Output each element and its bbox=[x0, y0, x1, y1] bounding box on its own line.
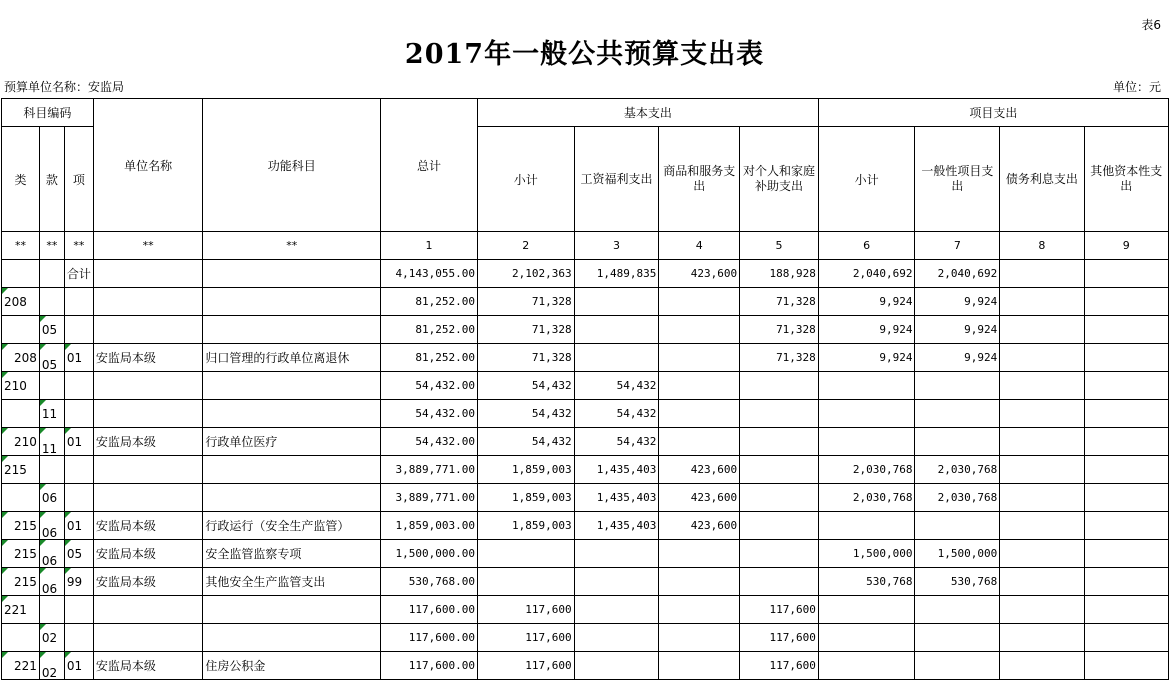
cell-unit-name bbox=[93, 456, 203, 484]
table-row bbox=[2, 652, 1169, 680]
cell-debt-interest bbox=[1000, 624, 1084, 652]
cell-lei: 210 bbox=[2, 428, 40, 456]
cell-basic-subtotal: 117,600 bbox=[477, 624, 574, 652]
cell-basic-subtotal: 54,432 bbox=[477, 428, 574, 456]
cell-unit-name: 安监局本级 bbox=[93, 652, 203, 680]
header-xiang: 项 bbox=[64, 127, 93, 232]
cell-unit-name: 安监局本级 bbox=[93, 568, 203, 596]
cell-basic-subtotal: 2,102,363 bbox=[477, 260, 574, 288]
table-row bbox=[2, 456, 1169, 484]
cell-project-subtotal bbox=[818, 428, 915, 456]
cell-debt-interest bbox=[1000, 428, 1084, 456]
cell-function-subject: 安全监管监察专项 bbox=[203, 540, 381, 568]
cell-general-project: 9,924 bbox=[915, 316, 1000, 344]
cell-total: 3,889,771.00 bbox=[381, 456, 478, 484]
cell-general-project: 2,040,692 bbox=[915, 260, 1000, 288]
cell-lei bbox=[2, 484, 40, 512]
cell-salary bbox=[574, 652, 659, 680]
index-cell: 8 bbox=[1000, 232, 1084, 260]
cell-goods bbox=[659, 568, 740, 596]
index-cell: 3 bbox=[574, 232, 659, 260]
cell-unit-name: 安监局本级 bbox=[93, 344, 203, 372]
cell-other-capital bbox=[1084, 456, 1168, 484]
cell-personal bbox=[740, 484, 819, 512]
cell-personal bbox=[740, 428, 819, 456]
cell-lei: 215 bbox=[2, 568, 40, 596]
cell-basic-subtotal bbox=[477, 540, 574, 568]
cell-function-subject bbox=[203, 400, 381, 428]
cell-debt-interest bbox=[1000, 568, 1084, 596]
cell-general-project bbox=[915, 428, 1000, 456]
cell-basic-subtotal: 71,328 bbox=[477, 344, 574, 372]
cell-kuan bbox=[39, 288, 64, 316]
cell-other-capital bbox=[1084, 400, 1168, 428]
cell-kuan: 02 bbox=[39, 624, 64, 652]
cell-xiang: 01 bbox=[64, 428, 93, 456]
cell-xiang bbox=[64, 484, 93, 512]
cell-goods: 423,600 bbox=[659, 512, 740, 540]
cell-xiang bbox=[64, 288, 93, 316]
index-cell: 6 bbox=[818, 232, 915, 260]
cell-personal: 117,600 bbox=[740, 652, 819, 680]
currency-unit-label: 单位：元 bbox=[1112, 80, 1161, 94]
cell-total: 81,252.00 bbox=[381, 288, 478, 316]
cell-other-capital bbox=[1084, 484, 1168, 512]
cell-unit-name bbox=[93, 288, 203, 316]
table-row bbox=[2, 512, 1169, 540]
cell-basic-subtotal: 1,859,003 bbox=[477, 456, 574, 484]
cell-lei: 208 bbox=[2, 288, 40, 316]
cell-kuan: 06 bbox=[39, 484, 64, 512]
cell-xiang bbox=[64, 400, 93, 428]
cell-goods bbox=[659, 372, 740, 400]
cell-other-capital bbox=[1084, 624, 1168, 652]
cell-kuan: 05 bbox=[39, 344, 64, 372]
cell-basic-subtotal: 1,859,003 bbox=[477, 484, 574, 512]
cell-personal: 117,600 bbox=[740, 596, 819, 624]
cell-unit-name bbox=[93, 316, 203, 344]
index-cell: 4 bbox=[659, 232, 740, 260]
cell-project-subtotal: 2,040,692 bbox=[818, 260, 915, 288]
header-lei: 类 bbox=[2, 127, 40, 232]
cell-personal: 71,328 bbox=[740, 316, 819, 344]
cell-lei: 215 bbox=[2, 540, 40, 568]
cell-debt-interest bbox=[1000, 260, 1084, 288]
cell-salary bbox=[574, 540, 659, 568]
cell-salary bbox=[574, 288, 659, 316]
cell-total: 81,252.00 bbox=[381, 344, 478, 372]
index-cell: 9 bbox=[1084, 232, 1168, 260]
cell-project-subtotal bbox=[818, 652, 915, 680]
cell-goods bbox=[659, 344, 740, 372]
cell-function-subject: 住房公积金 bbox=[203, 652, 381, 680]
table-row bbox=[2, 316, 1169, 344]
cell-salary bbox=[574, 624, 659, 652]
cell-debt-interest bbox=[1000, 344, 1084, 372]
header-total: 总计 bbox=[381, 99, 478, 232]
cell-kuan bbox=[39, 596, 64, 624]
cell-function-subject bbox=[203, 596, 381, 624]
cell-xiang: 05 bbox=[64, 540, 93, 568]
cell-other-capital bbox=[1084, 596, 1168, 624]
cell-salary: 1,435,403 bbox=[574, 512, 659, 540]
cell-personal bbox=[740, 540, 819, 568]
cell-goods bbox=[659, 624, 740, 652]
cell-personal: 188,928 bbox=[740, 260, 819, 288]
cell-kuan: 06 bbox=[39, 512, 64, 540]
cell-project-subtotal: 530,768 bbox=[818, 568, 915, 596]
cell-other-capital bbox=[1084, 540, 1168, 568]
cell-general-project bbox=[915, 372, 1000, 400]
page-title: 2017年一般公共预算支出表 bbox=[404, 39, 765, 70]
cell-lei bbox=[2, 316, 40, 344]
cell-total: 117,600.00 bbox=[381, 652, 478, 680]
cell-project-subtotal bbox=[818, 624, 915, 652]
header-personal: 对个人和家庭补助支出 bbox=[740, 127, 819, 232]
cell-goods bbox=[659, 288, 740, 316]
cell-xiang bbox=[64, 596, 93, 624]
cell-lei: 215 bbox=[2, 512, 40, 540]
cell-total: 1,500,000.00 bbox=[381, 540, 478, 568]
cell-goods bbox=[659, 596, 740, 624]
cell-salary: 1,435,403 bbox=[574, 484, 659, 512]
cell-xiang: 99 bbox=[64, 568, 93, 596]
cell-function-subject bbox=[203, 260, 381, 288]
table-row bbox=[2, 372, 1169, 400]
cell-kuan: 06 bbox=[39, 568, 64, 596]
header-unit-name: 单位名称 bbox=[93, 99, 203, 232]
table-row bbox=[2, 596, 1169, 624]
cell-other-capital bbox=[1084, 652, 1168, 680]
cell-basic-subtotal: 1,859,003 bbox=[477, 512, 574, 540]
cell-basic-subtotal: 54,432 bbox=[477, 400, 574, 428]
table-row bbox=[2, 344, 1169, 372]
cell-unit-name: 安监局本级 bbox=[93, 540, 203, 568]
cell-salary bbox=[574, 316, 659, 344]
cell-total: 54,432.00 bbox=[381, 372, 478, 400]
index-cell: 5 bbox=[740, 232, 819, 260]
cell-lei: 221 bbox=[2, 652, 40, 680]
cell-total: 54,432.00 bbox=[381, 428, 478, 456]
header-function-subject: 功能科目 bbox=[203, 99, 381, 232]
cell-lei: 208 bbox=[2, 344, 40, 372]
cell-general-project: 9,924 bbox=[915, 288, 1000, 316]
cell-salary bbox=[574, 344, 659, 372]
cell-debt-interest bbox=[1000, 652, 1084, 680]
cell-goods bbox=[659, 652, 740, 680]
cell-unit-name bbox=[93, 400, 203, 428]
cell-basic-subtotal: 117,600 bbox=[477, 596, 574, 624]
cell-function-subject: 归口管理的行政单位离退休 bbox=[203, 344, 381, 372]
cell-debt-interest bbox=[1000, 372, 1084, 400]
header-project-subtotal: 小计 bbox=[818, 127, 915, 232]
cell-basic-subtotal: 71,328 bbox=[477, 316, 574, 344]
cell-other-capital bbox=[1084, 428, 1168, 456]
cell-function-subject bbox=[203, 372, 381, 400]
cell-xiang bbox=[64, 372, 93, 400]
cell-debt-interest bbox=[1000, 512, 1084, 540]
cell-project-subtotal bbox=[818, 372, 915, 400]
cell-function-subject bbox=[203, 316, 381, 344]
header-basic: 基本支出 bbox=[477, 99, 818, 127]
index-row bbox=[2, 232, 1169, 260]
cell-salary: 1,435,403 bbox=[574, 456, 659, 484]
cell-goods: 423,600 bbox=[659, 456, 740, 484]
cell-personal: 117,600 bbox=[740, 624, 819, 652]
cell-basic-subtotal bbox=[477, 568, 574, 596]
cell-function-subject: 其他安全生产监管支出 bbox=[203, 568, 381, 596]
cell-kuan bbox=[39, 260, 64, 288]
cell-general-project: 9,924 bbox=[915, 344, 1000, 372]
cell-debt-interest bbox=[1000, 316, 1084, 344]
cell-xiang: 01 bbox=[64, 652, 93, 680]
cell-debt-interest bbox=[1000, 288, 1084, 316]
cell-project-subtotal: 9,924 bbox=[818, 288, 915, 316]
cell-project-subtotal bbox=[818, 596, 915, 624]
cell-function-subject: 行政单位医疗 bbox=[203, 428, 381, 456]
cell-personal: 71,328 bbox=[740, 288, 819, 316]
index-cell: ** bbox=[64, 232, 93, 260]
cell-debt-interest bbox=[1000, 596, 1084, 624]
cell-kuan: 06 bbox=[39, 540, 64, 568]
table-row bbox=[2, 428, 1169, 456]
cell-project-subtotal: 9,924 bbox=[818, 344, 915, 372]
cell-debt-interest bbox=[1000, 400, 1084, 428]
cell-lei: 215 bbox=[2, 456, 40, 484]
cell-debt-interest bbox=[1000, 456, 1084, 484]
cell-unit-name bbox=[93, 596, 203, 624]
cell-other-capital bbox=[1084, 288, 1168, 316]
cell-debt-interest bbox=[1000, 540, 1084, 568]
cell-kuan: 11 bbox=[39, 400, 64, 428]
cell-function-subject bbox=[203, 456, 381, 484]
cell-xiang bbox=[64, 456, 93, 484]
header-subject-code: 科目编码 bbox=[2, 99, 94, 127]
cell-basic-subtotal: 54,432 bbox=[477, 372, 574, 400]
cell-goods bbox=[659, 400, 740, 428]
cell-xiang bbox=[64, 624, 93, 652]
cell-kuan: 02 bbox=[39, 652, 64, 680]
cell-function-subject bbox=[203, 288, 381, 316]
cell-personal bbox=[740, 372, 819, 400]
cell-xiang: 01 bbox=[64, 512, 93, 540]
header-salary: 工资福利支出 bbox=[574, 127, 659, 232]
cell-total: 117,600.00 bbox=[381, 596, 478, 624]
cell-salary: 54,432 bbox=[574, 372, 659, 400]
cell-unit-name bbox=[93, 372, 203, 400]
cell-unit-name bbox=[93, 624, 203, 652]
cell-salary bbox=[574, 568, 659, 596]
cell-unit-name bbox=[93, 484, 203, 512]
cell-salary bbox=[574, 596, 659, 624]
table-row bbox=[2, 624, 1169, 652]
budget-table bbox=[1, 98, 1169, 680]
cell-other-capital bbox=[1084, 512, 1168, 540]
cell-total: 530,768.00 bbox=[381, 568, 478, 596]
cell-function-subject bbox=[203, 484, 381, 512]
cell-goods: 423,600 bbox=[659, 260, 740, 288]
cell-goods: 423,600 bbox=[659, 484, 740, 512]
cell-salary: 54,432 bbox=[574, 428, 659, 456]
cell-total: 117,600.00 bbox=[381, 624, 478, 652]
cell-xiang bbox=[64, 316, 93, 344]
cell-project-subtotal: 1,500,000 bbox=[818, 540, 915, 568]
cell-kuan bbox=[39, 456, 64, 484]
cell-lei: 221 bbox=[2, 596, 40, 624]
cell-xiang: 合计 bbox=[64, 260, 93, 288]
cell-goods bbox=[659, 428, 740, 456]
cell-lei bbox=[2, 400, 40, 428]
index-cell: ** bbox=[93, 232, 203, 260]
cell-unit-name: 安监局本级 bbox=[93, 428, 203, 456]
cell-total: 54,432.00 bbox=[381, 400, 478, 428]
cell-other-capital bbox=[1084, 316, 1168, 344]
cell-personal bbox=[740, 400, 819, 428]
table-row bbox=[2, 288, 1169, 316]
cell-lei: 210 bbox=[2, 372, 40, 400]
cell-salary: 54,432 bbox=[574, 400, 659, 428]
cell-general-project: 2,030,768 bbox=[915, 484, 1000, 512]
cell-project-subtotal: 9,924 bbox=[818, 316, 915, 344]
cell-general-project bbox=[915, 596, 1000, 624]
index-cell: 1 bbox=[381, 232, 478, 260]
header-other-capital: 其他资本性支出 bbox=[1084, 127, 1168, 232]
cell-lei bbox=[2, 624, 40, 652]
cell-other-capital bbox=[1084, 260, 1168, 288]
index-cell: ** bbox=[39, 232, 64, 260]
cell-debt-interest bbox=[1000, 484, 1084, 512]
cell-general-project: 1,500,000 bbox=[915, 540, 1000, 568]
cell-other-capital bbox=[1084, 372, 1168, 400]
index-cell: 7 bbox=[915, 232, 1000, 260]
cell-total: 4,143,055.00 bbox=[381, 260, 478, 288]
cell-other-capital bbox=[1084, 344, 1168, 372]
cell-salary: 1,489,835 bbox=[574, 260, 659, 288]
cell-project-subtotal bbox=[818, 400, 915, 428]
cell-kuan: 05 bbox=[39, 316, 64, 344]
cell-lei bbox=[2, 260, 40, 288]
cell-general-project: 2,030,768 bbox=[915, 456, 1000, 484]
table-row bbox=[2, 540, 1169, 568]
index-cell: 2 bbox=[477, 232, 574, 260]
cell-general-project bbox=[915, 652, 1000, 680]
cell-unit-name bbox=[93, 260, 203, 288]
header-general-project: 一般性项目支出 bbox=[915, 127, 1000, 232]
budget-unit-label: 预算单位名称：安监局 bbox=[4, 80, 125, 94]
header-project: 项目支出 bbox=[818, 99, 1168, 127]
cell-project-subtotal: 2,030,768 bbox=[818, 456, 915, 484]
cell-total: 3,889,771.00 bbox=[381, 484, 478, 512]
cell-project-subtotal bbox=[818, 512, 915, 540]
cell-unit-name: 安监局本级 bbox=[93, 512, 203, 540]
cell-general-project bbox=[915, 400, 1000, 428]
table-row bbox=[2, 484, 1169, 512]
cell-project-subtotal: 2,030,768 bbox=[818, 484, 915, 512]
header-kuan: 款 bbox=[39, 127, 64, 232]
cell-total: 1,859,003.00 bbox=[381, 512, 478, 540]
cell-total: 81,252.00 bbox=[381, 316, 478, 344]
table-row bbox=[2, 260, 1169, 288]
cell-personal bbox=[740, 568, 819, 596]
header-goods: 商品和服务支出 bbox=[659, 127, 740, 232]
cell-personal: 71,328 bbox=[740, 344, 819, 372]
cell-goods bbox=[659, 316, 740, 344]
cell-xiang: 01 bbox=[64, 344, 93, 372]
cell-general-project: 530,768 bbox=[915, 568, 1000, 596]
index-cell: ** bbox=[203, 232, 381, 260]
table-row bbox=[2, 400, 1169, 428]
index-cell: ** bbox=[2, 232, 40, 260]
cell-goods bbox=[659, 540, 740, 568]
cell-general-project bbox=[915, 624, 1000, 652]
cell-personal bbox=[740, 456, 819, 484]
cell-general-project bbox=[915, 512, 1000, 540]
sheet-tag: 表6 bbox=[1141, 18, 1161, 32]
cell-personal bbox=[740, 512, 819, 540]
header-basic-subtotal: 小计 bbox=[477, 127, 574, 232]
cell-kuan: 11 bbox=[39, 428, 64, 456]
cell-basic-subtotal: 71,328 bbox=[477, 288, 574, 316]
cell-kuan bbox=[39, 372, 64, 400]
cell-function-subject: 行政运行（安全生产监管） bbox=[203, 512, 381, 540]
cell-other-capital bbox=[1084, 568, 1168, 596]
cell-function-subject bbox=[203, 624, 381, 652]
cell-basic-subtotal: 117,600 bbox=[477, 652, 574, 680]
table-row bbox=[2, 568, 1169, 596]
header-debt-interest: 债务利息支出 bbox=[1000, 127, 1084, 232]
